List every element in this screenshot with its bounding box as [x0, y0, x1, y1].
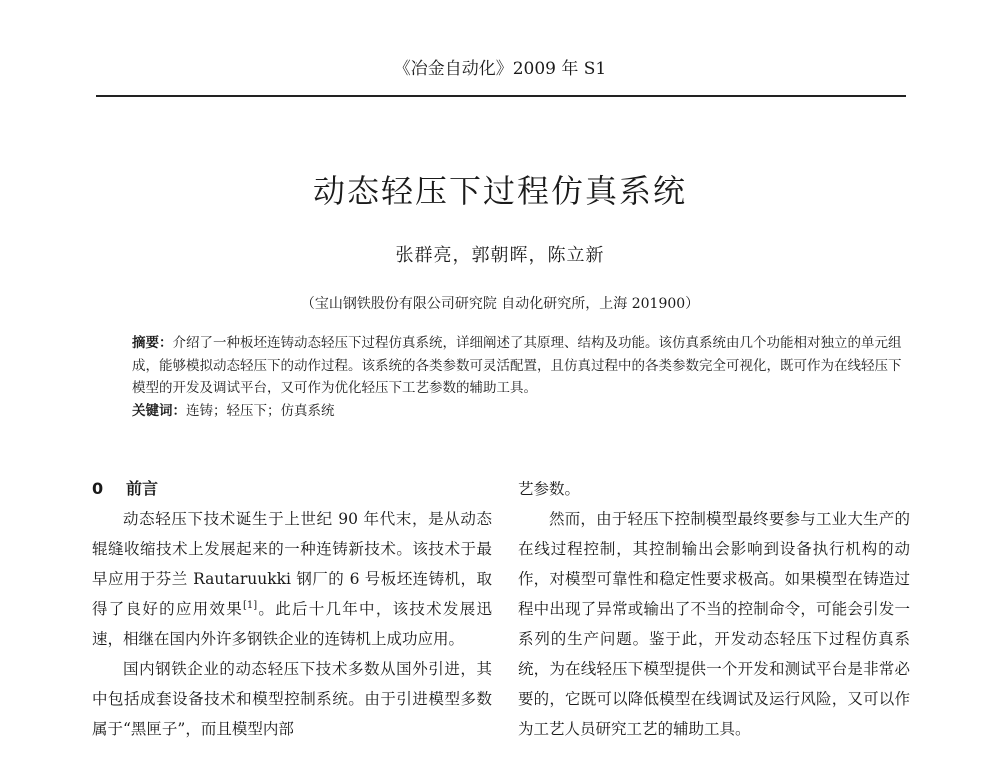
keywords — [132, 400, 902, 423]
right-column — [518, 474, 910, 744]
left-paragraph-1 — [92, 504, 492, 654]
left-column — [92, 474, 492, 744]
affiliation: （宝山钢铁股份有限公司研究院 自动化研究所，上海 201900） — [300, 296, 700, 312]
right-continuation: 艺参数。 — [518, 480, 581, 498]
header-rule — [96, 95, 906, 97]
right-paragraph-1: 然而，由于轻压下控制模型最终要参与工业大生产的在线过程控制，其控制输出会影响到设备执行机构的动作，对模型可靠性和稳定性要求极高。如果模型在铸造过程中出现了异常或输出了不当的控制命令，可能会引发一系列的生产问题。鉴于此，开发动态轻压下过程仿真系统，为在线轻压下模型提供一个开发和测试平台是非常必要的，它既可以降低模型在线调试及运行风险，又可以作为工艺人员研究工艺的辅助工具。 — [518, 510, 910, 738]
abstract-text: 介绍了一种板坯连铸动态轻压下过程仿真系统，详细阐述了其原理、结构及功能。该仿真系统由几个功能相对独立的单元组成，能够模拟动态轻压下的动作过程。该系统的各类参数可灵活配置，且仿真过程中的各类参数完全可视化，既可作为在线轻压下模型的开发及调试平台，又可作为优化轻压下工艺参数的辅助工具。 — [132, 335, 902, 396]
left-paragraph-2: 国内钢铁企业的动态轻压下技术多数从国外引进，其中包括成套设备技术和模型控制系统。由于引进模型多数属于“黑匣子”，而且模型内部 — [92, 660, 492, 738]
section-title: 前言 — [126, 479, 159, 498]
abstract-body — [132, 332, 902, 400]
authors: 张群亮，郭朝晖，陈立新 — [395, 245, 605, 266]
keywords-label: 关键词： — [132, 402, 186, 419]
journal-header: 《冶金自动化》2009 年 S1 — [393, 59, 607, 79]
left-para1-text-a: 动态轻压下技术诞生于上世纪 90 年代末，是从动态辊缝收缩技术上发展起来的一种连铸新技术。该技术于最早应用于芬兰 Rautaruukki 钢厂的 6 号板坯连铸机，取得了良好的应用效果 — [92, 510, 492, 618]
section-heading — [92, 474, 492, 504]
abstract-label: 摘要： — [132, 335, 173, 351]
left-para1-text-b: 。此后十几年中，该技术发展迅速，相继在国内外许多钢铁企业的连铸机上成功应用。 — [92, 600, 492, 648]
citation-ref: [1] — [242, 599, 258, 611]
abstract — [132, 332, 902, 422]
keywords-text: 连铸；轻压下；仿真系统 — [186, 402, 335, 419]
section-number: 0 — [92, 479, 104, 498]
paper-title: 动态轻压下过程仿真系统 — [312, 172, 687, 210]
